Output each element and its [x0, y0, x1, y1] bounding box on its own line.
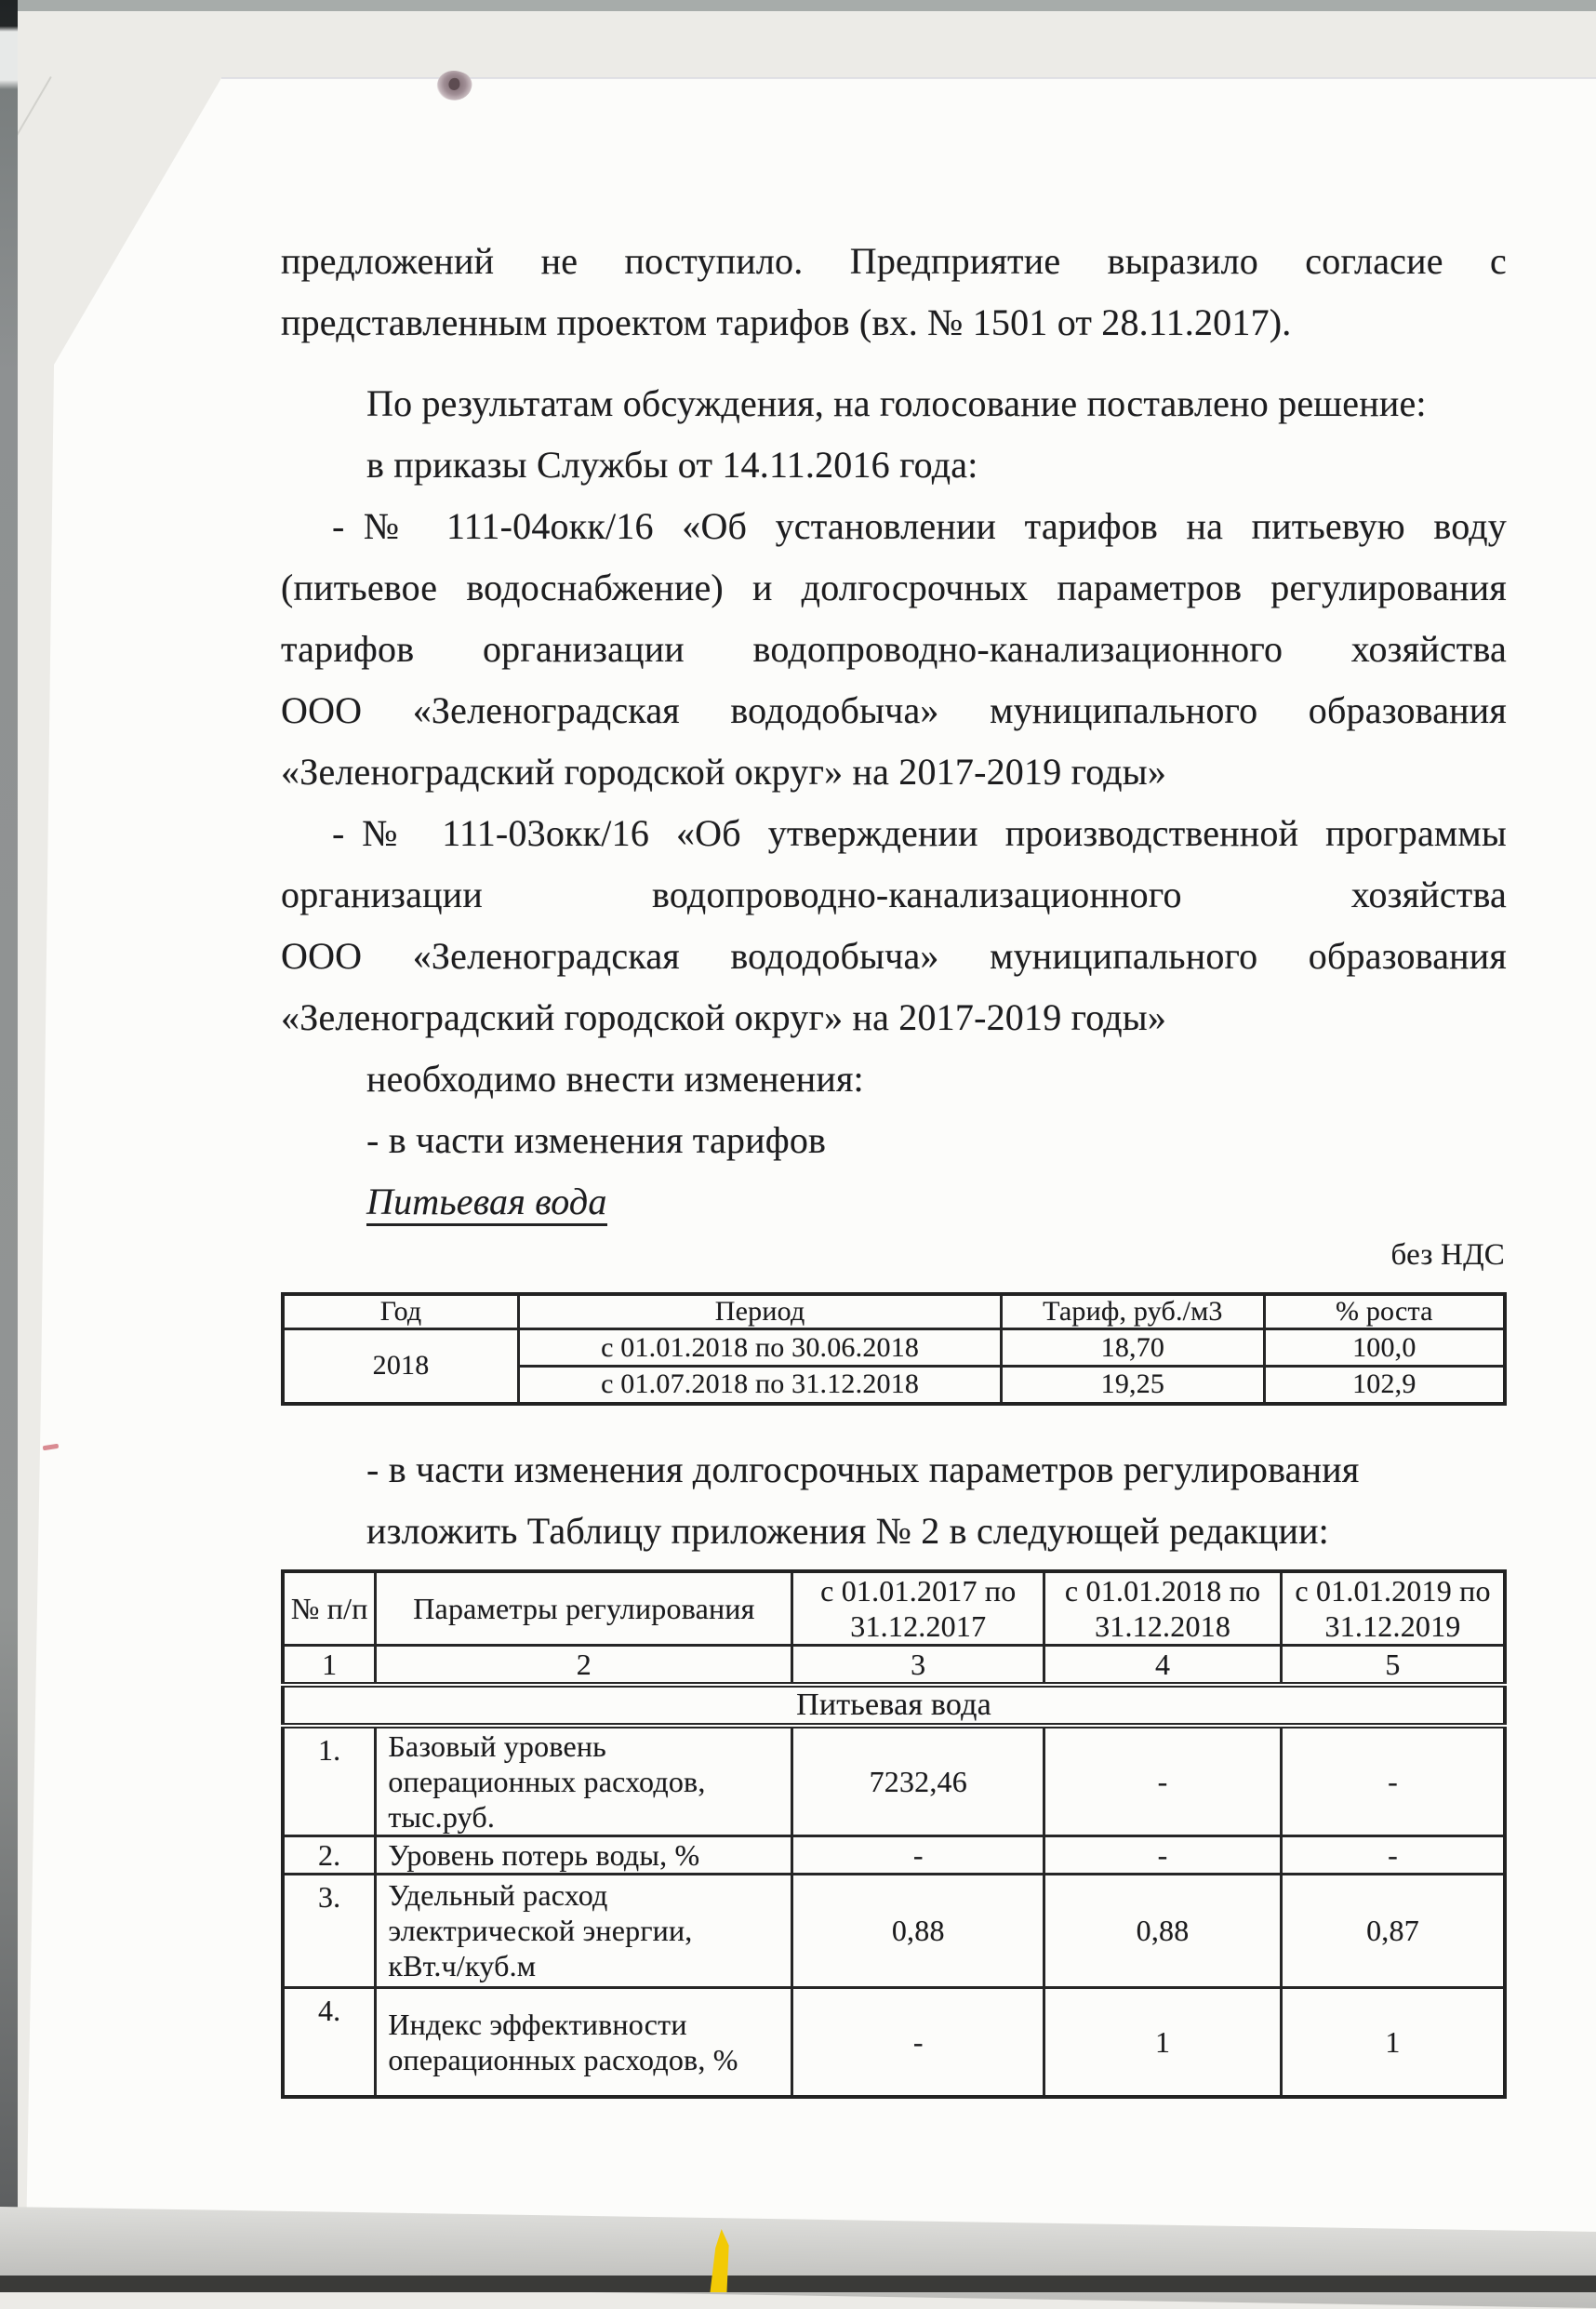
- header-tariff: Тариф, руб./м3: [1002, 1294, 1265, 1329]
- cell-year: 2018: [283, 1329, 519, 1404]
- cell-2018: -: [1044, 1835, 1282, 1874]
- header-parameters: Параметры регулирования: [376, 1571, 792, 1646]
- text-line: -№ 111-04окк/16 «Об установлении тарифов на питьевую воду: [332, 505, 1507, 547]
- tariff-table: [281, 1292, 1507, 1406]
- cell-2019: -: [1282, 1835, 1505, 1874]
- cell-period: с 01.07.2018 по 31.12.2018: [519, 1367, 1002, 1404]
- tariff-table-header-row: [283, 1294, 1505, 1329]
- text-line: ООО «Зеленоградская вододобыча» муниципального образования: [281, 689, 1507, 731]
- table-row: [283, 1874, 1505, 1987]
- table-row: [283, 1987, 1505, 2097]
- cell-param: Индекс эффективности операционных расходов, %: [376, 1987, 792, 2097]
- cell-2017: -: [792, 1835, 1044, 1874]
- cell-2019: 0,87: [1282, 1874, 1505, 1987]
- cell-param: Удельный расход электрической энергии, кВт.ч/куб.м: [376, 1874, 792, 1987]
- para-orders-date: в приказы Службы от 14.11.2016 года:: [366, 444, 978, 486]
- cell-param: Базовый уровень операционных расходов, тыс.руб.: [376, 1726, 792, 1836]
- cell-2017: 0,88: [792, 1874, 1044, 1987]
- para-agreement: [281, 231, 1507, 354]
- col-number: 4: [1044, 1645, 1282, 1685]
- section-row-title: Питьевая вода: [283, 1685, 1505, 1726]
- cell-2017: 7232,46: [792, 1726, 1044, 1836]
- cell-tariff: 19,25: [1002, 1367, 1265, 1404]
- document-body: [281, 0, 1507, 2099]
- text-line: тарифов организации водопроводно-канализационного хозяйства: [281, 628, 1507, 670]
- cell-2018: 0,88: [1044, 1874, 1282, 1987]
- cell-param: Уровень потерь воды, %: [376, 1835, 792, 1874]
- cell-2019: -: [1282, 1726, 1505, 1836]
- header-period-2017: с 01.01.2017 по 31.12.2017: [792, 1571, 1044, 1646]
- text-line: организации водопроводно-канализационного хозяйства: [281, 874, 1507, 915]
- text-line: «Зеленоградский городской округ» на 2017-2019 годы»: [281, 996, 1167, 1038]
- cell-num: 4.: [283, 1987, 376, 2097]
- cell-period: с 01.01.2018 по 30.06.2018: [519, 1329, 1002, 1367]
- text-line: предложений не поступило. Предприятие выразило согласие с: [281, 240, 1507, 282]
- column-numbers-row: [283, 1645, 1505, 1685]
- col-number: 1: [283, 1645, 376, 1685]
- para-changes-needed: необходимо внести изменения:: [366, 1058, 864, 1100]
- para-order-111-03: [281, 803, 1507, 1048]
- cell-num: 2.: [283, 1835, 376, 1874]
- section-title-drinking-water: [281, 1171, 1507, 1233]
- para-longterm-params: - в части изменения долгосрочных параметров регулирования: [366, 1448, 1360, 1490]
- parameters-table: [281, 1569, 1507, 2100]
- header-period-2018: с 01.01.2018 по 31.12.2018: [1044, 1571, 1282, 1646]
- header-row-number: № п/п: [283, 1571, 376, 1646]
- scanner-left-band: [0, 0, 18, 2292]
- section-title-text: Питьевая вода: [366, 1181, 607, 1226]
- vat-note: без НДС: [1390, 1238, 1505, 1272]
- text-line: «Зеленоградский городской округ» на 2017-2019 годы»: [281, 751, 1167, 793]
- section-row-drinking-water: [283, 1685, 1505, 1726]
- cell-num: 3.: [283, 1874, 376, 1987]
- cell-2017: -: [792, 1987, 1044, 2097]
- cell-growth: 102,9: [1264, 1367, 1505, 1404]
- header-year: Год: [283, 1294, 519, 1329]
- cell-num: 1.: [283, 1726, 376, 1836]
- text-line: представленным проектом тарифов (вх. № 1501 от 28.11.2017).: [281, 301, 1292, 343]
- header-growth: % роста: [1264, 1294, 1505, 1329]
- text-line: ООО «Зеленоградская вододобыча» муниципального образования: [281, 935, 1507, 977]
- para-order-111-04: [281, 496, 1507, 803]
- header-period-2019: с 01.01.2019 по 31.12.2019: [1282, 1571, 1505, 1646]
- text-line: -№ 111-03окк/16 «Об утверждении производственной программы: [332, 812, 1507, 854]
- col-number: 2: [376, 1645, 792, 1685]
- para-tariff-changes: - в части изменения тарифов: [366, 1119, 827, 1161]
- header-period: Период: [519, 1294, 1002, 1329]
- table-row: [283, 1726, 1505, 1836]
- scanner-bottom-band: [0, 2276, 1596, 2292]
- table-row: [283, 1835, 1505, 1874]
- text-line: (питьевое водоснабжение) и долгосрочных параметров регулирования: [281, 567, 1507, 608]
- cell-2018: 1: [1044, 1987, 1282, 2097]
- col-number: 3: [792, 1645, 1044, 1685]
- table-row: [283, 1329, 1505, 1367]
- cell-2019: 1: [1282, 1987, 1505, 2097]
- scanner-top-band: [0, 0, 1596, 11]
- cell-tariff: 18,70: [1002, 1329, 1265, 1367]
- cell-2018: -: [1044, 1726, 1282, 1836]
- col-number: 5: [1282, 1645, 1505, 1685]
- cell-growth: 100,0: [1264, 1329, 1505, 1367]
- parameters-table-header-row: [283, 1571, 1505, 1646]
- para-appendix-table: изложить Таблицу приложения № 2 в следующей редакции:: [366, 1509, 1329, 1552]
- para-discussion-result: По результатам обсуждения, на голосование поставлено решение:: [366, 382, 1427, 424]
